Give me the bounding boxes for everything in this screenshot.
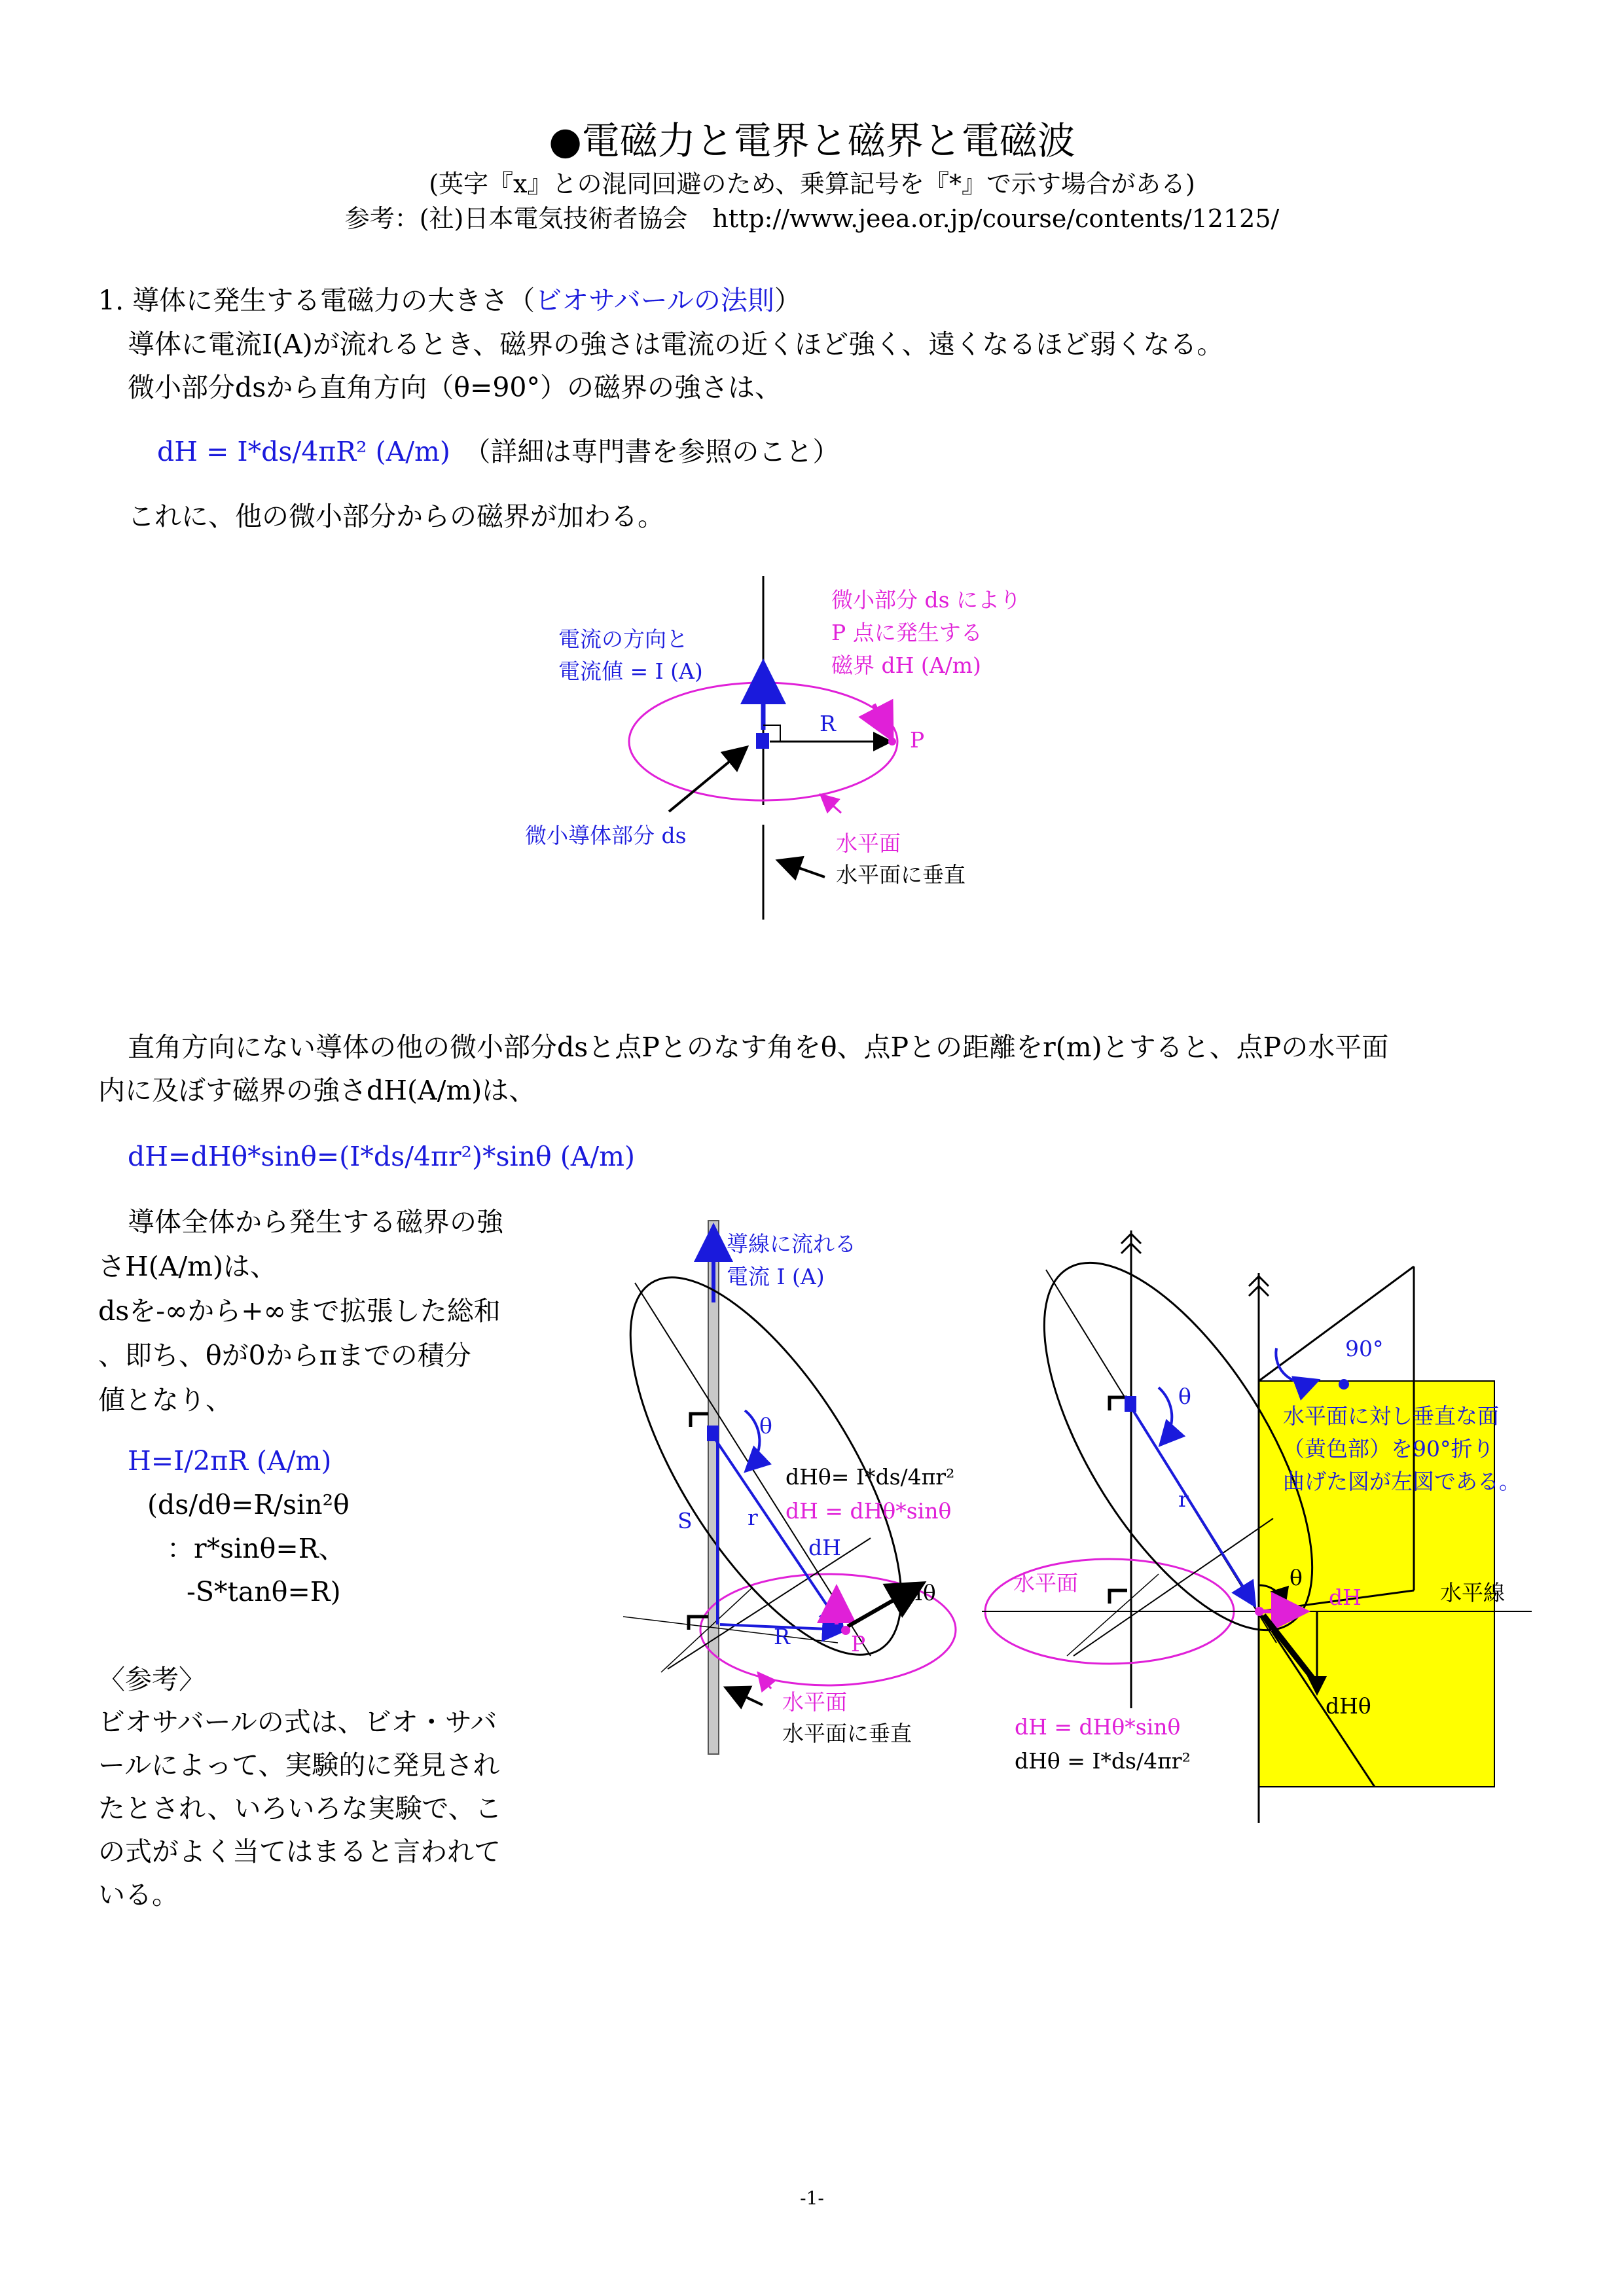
formula-dH-note: （詳細は専門書を参照のこと） bbox=[477, 436, 840, 467]
left-line-3: dsを-∞から+∞まで拡張した総和 bbox=[98, 1295, 501, 1327]
reference-text bbox=[98, 1700, 502, 1916]
label-90: 90° bbox=[1345, 1336, 1384, 1361]
label-wire-2: 電流 I (A) bbox=[727, 1264, 825, 1289]
figure-tilted-ellipse bbox=[563, 1211, 1008, 1761]
vertical-pointer-arrow bbox=[780, 861, 825, 877]
formula-dH-text: dH = I*ds/4πR² (A/m) bbox=[157, 436, 450, 467]
label-current-1: 電流の方向と bbox=[558, 626, 688, 652]
angle-90-dot bbox=[1339, 1379, 1349, 1390]
label-yellow-3: 曲げた図が左図である。 bbox=[1283, 1469, 1521, 1494]
formula-note-2: ：r*sinθ=R、 bbox=[167, 1533, 346, 1564]
ref-line-4: の式がよく当てはまると言われて bbox=[98, 1836, 501, 1867]
label-R: R bbox=[774, 1624, 790, 1649]
label-R: R bbox=[820, 711, 836, 736]
left-line-2: さH(A/m)は、 bbox=[98, 1251, 278, 1282]
label-vertical: 水平面に垂直 bbox=[782, 1721, 912, 1746]
section1-paragraph-2: 微小部分dsから直角方向（θ=90°）の磁界の強さは、 bbox=[128, 372, 782, 403]
ds-element bbox=[1125, 1396, 1136, 1412]
label-dH: dH bbox=[808, 1535, 841, 1560]
label-dH: dH bbox=[1329, 1585, 1362, 1610]
label-yellow-1: 水平面に対し垂直な面 bbox=[1283, 1403, 1499, 1429]
heading-law: ビオサバールの法則 bbox=[535, 285, 774, 316]
header-reference: 参考：(社)日本電気技術者協会 http://www.jeea.or.jp/course/contents/12125/ bbox=[344, 204, 1280, 233]
label-P: P bbox=[851, 1631, 866, 1657]
page-title: ●電磁力と電界と磁界と電磁波 bbox=[549, 118, 1075, 163]
ds-pointer-arrow bbox=[669, 749, 745, 812]
reference-heading: 〈参考〉 bbox=[98, 1664, 206, 1695]
figure-folded-plane bbox=[982, 1211, 1538, 1839]
header-note: (英字『x』との混同回避のため、乗算記号を『*』で示す場合がある) bbox=[429, 170, 1195, 198]
label-horizontal: 水平線 bbox=[1440, 1580, 1505, 1605]
section2-paragraph-line-2: 内に及ぼす磁界の強さdH(A/m)は、 bbox=[98, 1075, 536, 1106]
formula-H: H=I/2πR (A/m) bbox=[128, 1445, 332, 1477]
label-field-1: 微小部分 ds により bbox=[831, 587, 1022, 613]
ref-line-2: ールによって、実験的に発見され bbox=[98, 1749, 500, 1781]
label-plane: 水平面 bbox=[1013, 1570, 1078, 1596]
left-line-4: 、即ち、θが0からπまでの積分 bbox=[98, 1340, 471, 1371]
label-S: S bbox=[677, 1508, 693, 1534]
heading-suffix: ） bbox=[774, 285, 801, 316]
label-dH-eq: dH = dHθ*sinθ bbox=[785, 1498, 952, 1524]
right-angle-mark-upper bbox=[1110, 1397, 1127, 1410]
ref-line-5: いる。 bbox=[98, 1879, 179, 1910]
label-current-2: 電流値 = I (A) bbox=[558, 658, 703, 684]
ref-line-1: ビオサバールの式は、ビオ・サバ bbox=[98, 1706, 497, 1738]
right-angle-mark-lower bbox=[1110, 1590, 1127, 1604]
plane-pointer-arrow bbox=[822, 796, 841, 813]
formula-note-1: (ds/dθ=R/sin²θ bbox=[147, 1489, 350, 1520]
point-P bbox=[1255, 1607, 1264, 1616]
label-P: P bbox=[910, 727, 925, 753]
label-wire-1: 導線に流れる bbox=[727, 1231, 856, 1257]
plane-axis bbox=[1067, 1574, 1159, 1656]
theta-arc bbox=[1159, 1388, 1172, 1443]
label-r: r bbox=[748, 1505, 758, 1530]
label-plane: 水平面 bbox=[836, 831, 901, 856]
label-eq2: dHθ = I*ds/4πr² bbox=[1015, 1748, 1191, 1774]
point-P bbox=[888, 738, 896, 745]
label-dHtheta-eq: dHθ= I*ds/4πr² bbox=[785, 1464, 955, 1490]
right-angle-mark-upper bbox=[691, 1414, 708, 1427]
section2-paragraph-line-1: 直角方向にない導体の他の微小部分dsと点Pとのなす角をθ、点Pとの距離をr(m)とすると、点Pの水平面 bbox=[128, 1031, 1389, 1063]
label-field-2: P 点に発生する bbox=[831, 620, 983, 645]
label-yellow-2: （黄色部）を90°折り bbox=[1283, 1436, 1494, 1462]
page-number: -1- bbox=[800, 2187, 824, 2209]
label-field-3: 磁界 dH (A/m) bbox=[831, 653, 981, 678]
vertical-pointer-arrow bbox=[728, 1689, 763, 1705]
fold-edge-top bbox=[1259, 1266, 1414, 1381]
formula-dH-theta: dH=dHθ*sinθ=(I*ds/4πr²)*sinθ (A/m) bbox=[128, 1141, 636, 1172]
plane-axis-2 bbox=[661, 1587, 753, 1672]
label-theta: θ bbox=[759, 1413, 772, 1439]
plane-pointer-arrow bbox=[759, 1674, 771, 1689]
plane-axis-1 bbox=[623, 1617, 838, 1643]
section1-paragraph-1: 導体に電流I(A)が流れるとき、磁界の強さは電流の近くほど強く、遠くなるほど弱くなる。 bbox=[128, 329, 1224, 360]
left-column-text bbox=[98, 1200, 543, 1422]
section1-heading bbox=[98, 278, 801, 323]
label-dHtheta: dHθ bbox=[1326, 1693, 1371, 1719]
label-ds: 微小導体部分 ds bbox=[525, 823, 687, 848]
label-dHtheta: dHθ bbox=[890, 1580, 936, 1605]
heading-prefix: 1. 導体に発生する電磁力の大きさ（ bbox=[98, 285, 535, 316]
label-vertical: 水平面に垂直 bbox=[836, 862, 965, 888]
formula-dH bbox=[157, 429, 839, 474]
point-P bbox=[841, 1626, 850, 1635]
left-line-1: 導体全体から発生する磁界の強 bbox=[128, 1206, 503, 1238]
ds-element bbox=[756, 733, 769, 749]
left-line-5: 値となり、 bbox=[98, 1384, 232, 1416]
section1-paragraph-3: これに、他の微小部分からの磁界が加わる。 bbox=[128, 501, 664, 532]
right-angle-mark-lower bbox=[689, 1617, 708, 1630]
label-theta-top: θ bbox=[1178, 1384, 1191, 1409]
ref-line-3: たとされ、いろいろな実験で、こ bbox=[98, 1793, 502, 1824]
figure-biot-savart-basic bbox=[497, 576, 1087, 929]
label-theta: θ bbox=[1290, 1565, 1303, 1590]
formula-note-3: -S*tanθ=R) bbox=[187, 1576, 341, 1607]
label-eq1: dH = dHθ*sinθ bbox=[1015, 1714, 1181, 1740]
label-plane: 水平面 bbox=[782, 1689, 847, 1715]
label-r: r bbox=[1178, 1486, 1189, 1512]
